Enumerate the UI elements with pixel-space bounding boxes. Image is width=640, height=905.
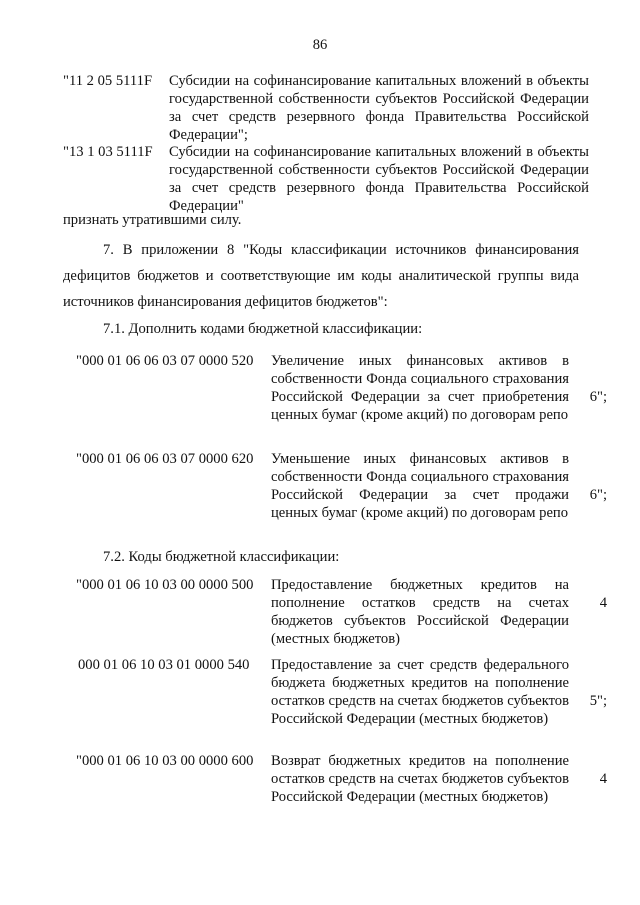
subsidy-code: "11 2 05 5111F — [63, 73, 153, 89]
code-cell: "000 01 06 10 03 00 0000 500 — [76, 577, 254, 593]
code-cell: "000 01 06 06 03 07 0000 520 — [76, 353, 254, 369]
recognize-invalid-text: признать утратившими силу. — [63, 212, 242, 228]
code-cell: 000 01 06 10 03 01 0000 540 — [78, 657, 250, 673]
code-cell: "000 01 06 10 03 00 0000 600 — [76, 753, 254, 769]
group-number: 6"; — [589, 487, 607, 503]
description-cell: Увеличение иных финансовых активов в собственности Фонда социального страхования Российской Федерации за счет приобретения ценных бумаг (кроме акций) по договорам репо — [271, 353, 569, 423]
section-7-2-heading: 7.2. Коды бюджетной классификации: — [103, 549, 340, 565]
code-cell: "000 01 06 06 03 07 0000 620 — [76, 451, 254, 467]
subsidy-code: "13 1 03 5111F — [63, 144, 153, 160]
group-number: 4 — [599, 771, 607, 787]
description-cell: Предоставление за счет средств федерального бюджета бюджетных кредитов на пополнение остатков средств на счетах бюджетов субъектов Российской Федерации (местных бюджетов) — [271, 657, 569, 727]
description-cell: Уменьшение иных финансовых активов в собственности Фонда социального страхования Российской Федерации за счет продажи ценных бумаг (кроме акций) по договорам репо — [271, 451, 569, 521]
description-cell: Предоставление бюджетных кредитов на пополнение остатков средств на счетах бюджетов субъектов Российской Федерации (местных бюджетов) — [271, 577, 569, 647]
group-number: 4 — [599, 595, 607, 611]
section-7-paragraph: 7. В приложении 8 "Коды классификации источников финансирования дефицитов бюджетов и соответствующие им коды аналитической группы вида источников финансирования дефицитов бюджетов": — [63, 242, 579, 310]
description-cell: Возврат бюджетных кредитов на пополнение остатков средств на счетах бюджетов субъектов Российской Федерации (местных бюджетов) — [271, 753, 569, 805]
page-number: 86 — [312, 37, 328, 53]
section-7-1-heading: 7.1. Дополнить кодами бюджетной классификации: — [103, 321, 423, 337]
subsidy-text: Субсидии на софинансирование капитальных вложений в объекты государственной собственности субъектов Российской Федерации за счет средств резервного фонда Правительства Российской Федерации"; — [169, 73, 589, 143]
group-number: 5"; — [589, 693, 607, 709]
subsidy-text: Субсидии на софинансирование капитальных вложений в объекты государственной собственности субъектов Российской Федерации за счет средств резервного фонда Правительства Российской Федерации" — [169, 144, 589, 214]
group-number: 6"; — [589, 389, 607, 405]
